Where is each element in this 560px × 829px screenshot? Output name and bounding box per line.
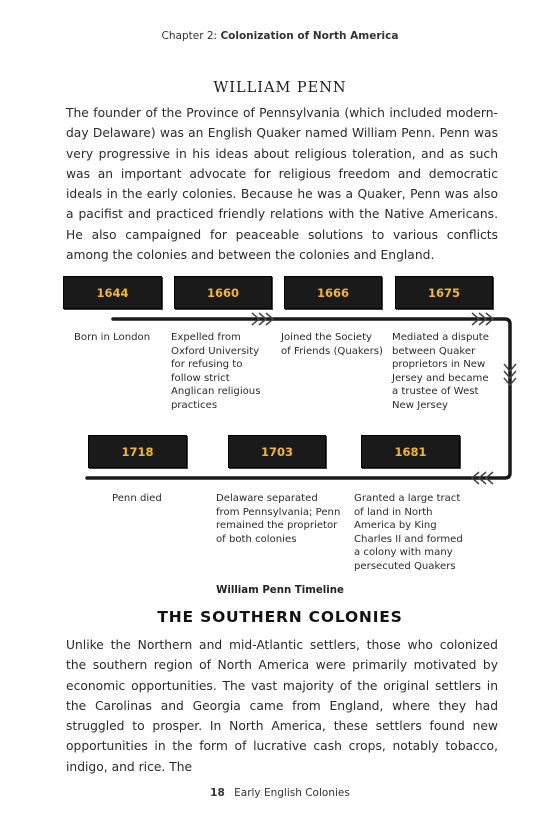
book-title: Early English Colonies [234, 787, 350, 799]
chapter-title: Colonization of North America [220, 30, 399, 42]
year-box-1681: 1681 [361, 435, 460, 468]
year-box-1660: 1660 [174, 276, 272, 309]
event-description-1644: Born in London [74, 332, 151, 343]
event-description-1703: Delaware separated from Pennsylvania; Penn remained the proprietor of both colonies [216, 493, 341, 545]
year-box-1644: 1644 [63, 276, 162, 309]
year-box-1703: 1703 [228, 435, 326, 468]
year-box-1718: 1718 [88, 435, 187, 468]
year-box-1675: 1675 [395, 276, 493, 309]
chapter-number: Chapter 2: [161, 30, 218, 42]
subsection-title: THE SOUTHERN COLONIES [157, 608, 403, 626]
figure-caption: William Penn Timeline [216, 585, 344, 596]
event-description-1666: Joined the Society of Friends (Quakers) [281, 332, 383, 357]
event-description-1660: Expelled from Oxford University for refusing to follow strict Anglican religious practices [171, 332, 261, 411]
body-paragraph: Unlike the Northern and mid-Atlantic settlers, those who colonized the southern region of North America were primarily motivated by economic opportunities. The vast majority of the original settlers in the Carolinas and Georgia came from England, where they had struggled to prosper. In North America, these settlers found new opportunities in the form of lucrative cash crops, notably tobacco, indigo, and rice. The [66, 638, 498, 774]
page-footer [0, 787, 560, 799]
running-head [0, 30, 560, 42]
page-number: 18 [210, 787, 225, 799]
event-description-1718: Penn died [112, 493, 162, 504]
event-description-1675: Mediated a dispute between Quaker proprietors in New Jersey and became a trustee of West New Jersey [392, 332, 489, 411]
timeline [0, 268, 560, 578]
body-paragraph: The founder of the Province of Pennsylvania (which included modern-day Delaware) was an English Quaker named William Penn. Penn was very progressive in his ideas about religious toleration, and as such was an important advocate for religious freedom and democratic ideals in the early colonies. Because he was a Quaker, Penn was also a pacifist and practiced friendly relations with the Native Americans. He also campaigned for peaceable solutions to various conflicts among the colonies and between the colonies and England. [66, 106, 498, 263]
event-description-1681: Granted a large tract of land in North America by King Charles II and formed a colony with many persecuted Quakers [354, 493, 463, 572]
section-title: WILLIAM PENN [213, 80, 347, 96]
year-box-1666: 1666 [284, 276, 382, 309]
